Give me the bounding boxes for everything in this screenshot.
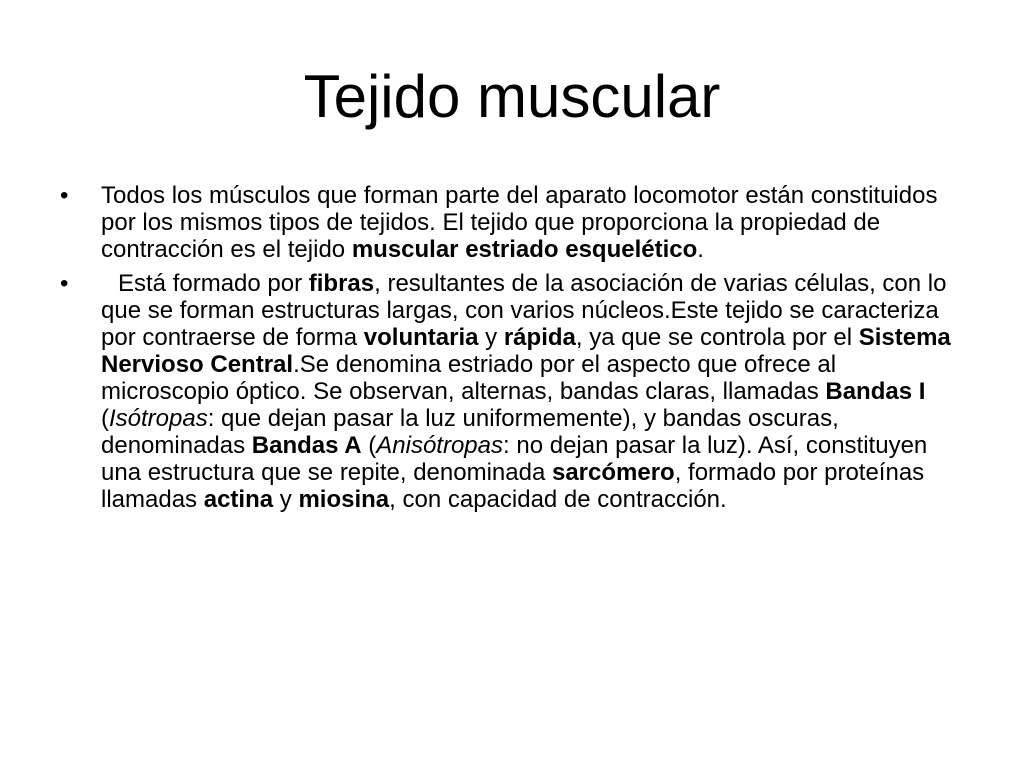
bullet-marker: • — [60, 182, 69, 209]
bold-term: muscular estriado esquelético — [351, 236, 698, 263]
bold-term: Sistema Nervioso Central — [101, 324, 951, 378]
bold-term: miosina — [298, 486, 390, 513]
bullet-marker: • — [60, 270, 69, 297]
text-run: .Se denomina estriado por el aspecto que ofrece al microscopio óptico. Se observan, alternas, bandas claras, llamadas — [101, 351, 837, 405]
text-run: , ya que se controla por el — [575, 324, 859, 351]
bullet-item — [60, 182, 965, 263]
text-run: , con capacidad de contracción. — [389, 486, 727, 513]
text-run: y — [478, 324, 504, 351]
text-run: Está formado por — [118, 270, 309, 297]
bold-term: actina — [203, 486, 274, 513]
text-run: : no dejan pasar la luz). Así, constituyen una estructura que se repite, denominada — [101, 432, 928, 486]
text-run: : que dejan pasar la luz uniformemente), y bandas oscuras, denominadas — [101, 405, 839, 459]
bold-term: Bandas I — [825, 378, 926, 405]
text-run: Todos los músculos que forman parte del aparato locomotor están constituidos por los mismos tipos de tejidos. El tejido que proporciona la propiedad de contracción es el tejido — [101, 182, 938, 263]
text-run: . — [697, 236, 704, 263]
text-run: , resultantes de la asociación de varias células, con lo que se forman estructuras largas, con varios núcleos.Este tejido se caracteriza por contraerse de forma — [101, 270, 947, 351]
bold-term: sarcómero — [551, 459, 675, 486]
text-run: ( — [101, 405, 109, 432]
bullet-text — [101, 270, 951, 513]
bullet-item — [60, 270, 965, 513]
bold-term: rápida — [503, 324, 576, 351]
bullet-text — [101, 182, 937, 263]
text-run: , formado por proteínas llamadas — [101, 459, 925, 513]
bold-term: fibras — [308, 270, 375, 297]
text-run: ( — [361, 432, 377, 459]
text-run: y — [273, 486, 299, 513]
bullet-list — [60, 182, 965, 520]
bold-term: Bandas A — [251, 432, 362, 459]
italic-term: Anisótropas — [376, 432, 504, 459]
bold-term: voluntaria — [363, 324, 479, 351]
slide-title: Tejido muscular — [303, 63, 721, 130]
italic-term: Isótropas — [109, 405, 208, 432]
